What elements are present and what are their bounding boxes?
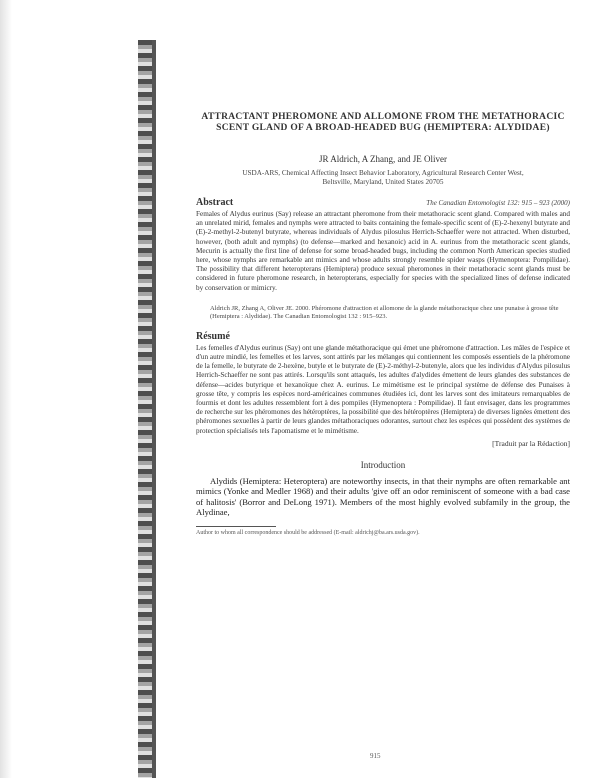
article-page bbox=[196, 112, 570, 537]
resume-text: Les femelles d'Alydus eurinus (Say) ont une glande métathoracique qui émet une phéromone d'attraction. Les mâles de l'espèce et d'un autre mindié, les femelles et les larves, sont attirés par les mélanges qui contiennent les composés essentiels de la phéromone de la femelle, le butyrate de 2-hexène, butyle et le butyrate de (E)-2-méthyl-2-butenyle, alors que les individus d'Alydus pilosulus Herrich-Schaeffer ne sont pas attirés. Lorsqu'ils sont attaqués, les adultes d'alydides émettent de leurs glandes des substances de défense—acides butyrique et hexanoïque chez A. eurinus. Le mimétisme est le principal système de défense des Punaises à grosse tête, y compris les espèces nord-américaines communes étudiées ici, dont les larves sont des imitateurs remarquables de fourmis et dont les adultes ressemblent fort à des pompiles (Hymenoptera : Pompilidae). Il faut envisager, dans les programmes de recherche sur les phéromones des hétéroptères, la possibilité que des hétéroptères (Hemiptera) de diverses lignées émettent des phéromones sexuelles à partir de leurs glandes métathoraciques odorantes, surtout chez les espèces qui possèdent des systèmes de protection spécialisés tels l'apomatisme et le mimétisme. bbox=[196, 343, 570, 435]
abstract-text: Females of Alydus eurinus (Say) release an attractant pheromone from their metathoracic scent gland. Compared with males and an unrelated mirid, females and nymphs were attracted to baits containing the female-specific scent of (E)-2-hexenyl butyrate and (E)-2-methyl-2-butenyl butyrate, whereas individuals of Alydus pilosulus Herrich-Schaeffer were not attracted. When disturbed, however, (both adult and nymphs) (to defense—marked and hexanoic) acid in A. eurinus from the metathoracic scent glands, Mecurin is actually the first line of defense for some broad-headed bugs, including the common North American species studied here, whose nymphs are remarkable ant mimics and whose adults strongly resemble spider wasps (Hymenoptera: Pompilidae). The possibility that different heteropterans (Hemiptera) produce sexual pheromones in their metathoracic scent glands must be considered in future pheromone research, in heteropterans, especially for species with the specialized lines of defense indicated by conservation or mimicry. bbox=[196, 210, 570, 292]
author-footnote: Author to whom all correspondence should be addressed (E-mail: aldrichj@ba.ars.usda.gov). bbox=[196, 530, 420, 537]
book-binding-edge bbox=[152, 40, 156, 778]
french-reference: Aldrich JR, Zhang A, Oliver JE. 2000. Phéromone d'attraction et allomone de la glande métathoracique chez une punaise à grosse tête (Hemiptera : Alydidae). The Canadian Entomologist 132 : 915–923. bbox=[210, 304, 559, 320]
introduction-text: Alydids (Hemiptera: Heteroptera) are noteworthy insects, in that their nymphs are often remarkable ant mimics (Yonke and Medler 1968) and their adults 'give off an odor reminiscent of someone with a bad case of halitosis' (Borror and DeLong 1971). Members of the most highly evolved subfamily in the group, the Alydinae, bbox=[196, 475, 570, 518]
resume-heading: Résumé bbox=[196, 330, 230, 342]
introduction-heading: Introduction bbox=[360, 459, 406, 470]
footnote-rule bbox=[196, 526, 276, 527]
abstract-heading: Abstract bbox=[196, 197, 234, 208]
article-affiliation: USDA-ARS, Chemical Affecting Insect Behavior Laboratory, Agricultural Research Center West, Beltsville, Maryland, United States 20705 bbox=[242, 169, 524, 186]
scan-edge-shadow bbox=[0, 0, 12, 778]
page-number: 915 bbox=[370, 752, 381, 760]
abstract-header bbox=[196, 197, 570, 208]
article-authors: JR Aldrich, A Zhang, and JE Oliver bbox=[319, 154, 447, 164]
translation-note: [Traduit par la Rédaction] bbox=[492, 438, 570, 448]
journal-citation: The Canadian Entomologist 132: 915 – 923 (2000) bbox=[426, 199, 570, 207]
article-title: ATTRACTANT PHEROMONE AND ALLOMONE FROM THE METATHORACIC SCENT GLAND OF A BROAD-HEADED BUG (HEMIPTERA: ALYDIDAE) bbox=[201, 112, 565, 133]
